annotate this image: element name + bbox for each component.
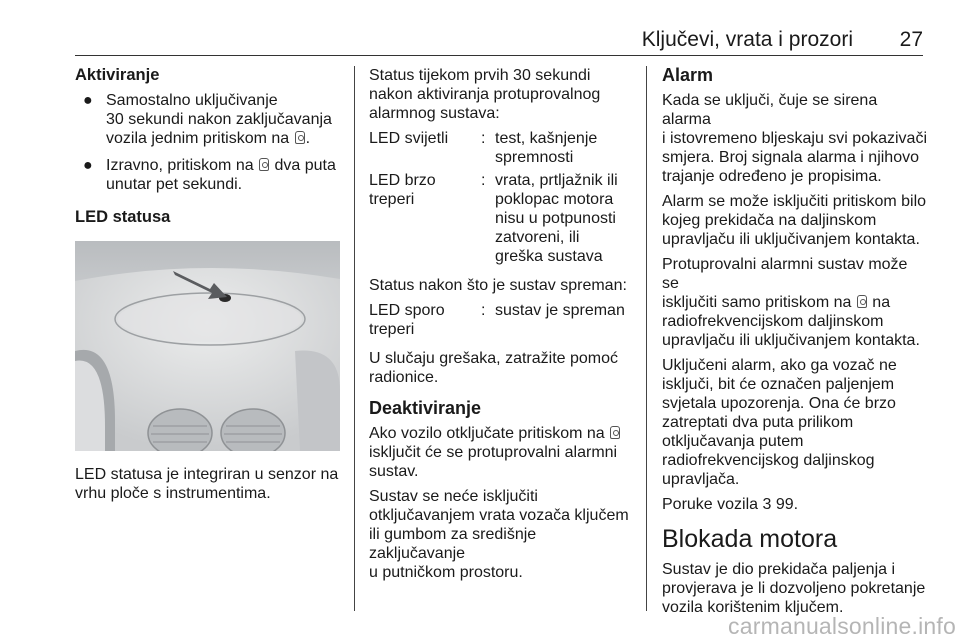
column-2 [369,66,631,588]
term-line: LED brzo [369,172,436,189]
watermark: carmanualsonline.info [728,613,956,639]
term-line: treperi [369,321,415,338]
lock-key-icon [295,131,305,144]
desc-line: vrata, prtljažnik ili [495,172,618,189]
faults-note: U slučaju grešaka, zatražite pomoć radionice. [369,350,618,386]
alarm-paragraph-2 [662,192,927,249]
page-header [75,28,923,54]
desc-line: greška sustava [495,248,603,265]
definition-term [369,129,481,167]
definition-separator: : [481,172,486,189]
definition-term [369,301,481,339]
desc-line: sustav je spreman [495,302,625,319]
definition-separator: : [481,130,486,147]
alarm-p4-line: Uključeni alarm, ako ga vozač ne [662,357,897,374]
not-deactivated-text: Sustav se neće isključiti otključavanjem vrata vozača ključem ili gumbom za središnje zaključavanje u putničkom prostoru. [369,488,629,581]
alarm-p4-line: radiofrekvencijskog daljinskog [662,452,875,469]
chapter-title: Ključevi, vrata i prozori [641,28,853,51]
list-item: ● Samostalno uključivanje 30 sekundi nakon zaključavanja vozila jednim pritiskom na . [83,92,332,147]
status-definitions [369,129,631,266]
immob-line: vozila korištenim ključem. [662,599,844,616]
desc-line: zatvoreni, ili [495,229,580,246]
definition-row [369,129,631,167]
alarm-p1-line: i istovremeno bljeskaju svi pokazivači [662,130,927,147]
immob-line: Sustav je dio prekidača paljenja i [662,561,896,578]
bullet-dot: ● [83,157,93,174]
unlock-key-icon [857,295,867,308]
status-intro: Status tijekom prvih 30 sekundi nakon aktiviranja protuprovalnog alarmnog sustava: [369,67,601,122]
term-line: LED sporo [369,302,445,319]
alarm-p1-line: smjera. Broj signala alarma i njihovo [662,149,919,166]
alarm-p1-line: trajanje određeno je propisima. [662,168,882,185]
term-line: LED svijetli [369,130,449,147]
alarm-p3-line: upravljaču ili uključivanjem kontakta. [662,332,920,349]
status-ready-label: Status nakon što je sustav spreman: [369,277,627,294]
alarm-p2-line: kojeg prekidača na daljinskom [662,212,877,229]
desc-line: test, kašnjenje [495,130,598,147]
alarm-p4-line: svjetala upozorenja. Ona će brzo [662,395,896,412]
ready-definitions [369,301,631,339]
heading-activation: Aktiviranje [75,66,160,84]
definition-term [369,171,481,266]
led-caption: LED statusa je integriran u senzor na vrhu ploče s instrumentima. [75,466,339,502]
definition-description [495,301,631,339]
column-1 [75,66,340,509]
alarm-paragraph-4 [662,356,927,489]
bullet-dot: ● [83,92,93,109]
alarm-p4-line: zatreptati dva puta prilikom [662,414,854,431]
page-reference-link[interactable]: 3 99. [762,496,799,513]
desc-line: poklopac motora [495,191,614,208]
deactivation-text: Ako vozilo otključate pritiskom na isključit će se protuprovalni alarmni sustav. [369,424,631,481]
vehicle-messages-ref: Poruke vozila 3 99. [662,496,799,513]
alarm-paragraph-1 [662,91,927,186]
list-item: ● Izravno, pritiskom na dva puta unutar pet sekundi. [83,157,336,193]
definition-description [495,129,631,167]
heading-immobiliser: Blokada motora [662,525,838,553]
header-rule [75,55,923,56]
column-divider-1 [354,66,355,611]
page-number: 27 [899,28,923,51]
alarm-p3-line: radiofrekvencijskom daljinskom [662,313,884,330]
lock-key-icon [259,158,269,171]
desc-line: spremnosti [495,149,574,166]
definition-row [369,171,631,266]
alarm-p1-line: Kada se uključi, čuje se sirena alarma [662,92,878,128]
alarm-p4-line: upravljača. [662,471,740,488]
term-line: treperi [369,191,415,208]
desc-line: nisu u potpunosti [495,210,616,227]
column-3 [662,66,927,623]
definition-row [369,301,631,339]
immob-line: provjerava je li dozvoljeno pokretanje [662,580,926,597]
heading-led-status: LED statusa [75,208,171,226]
heading-deactivation: Deaktiviranje [369,398,482,418]
alarm-p2-line: upravljaču ili uključivanjem kontakta. [662,231,920,248]
alarm-p2-line: Alarm se može isključiti pritiskom bilo [662,193,927,210]
definition-description [495,171,631,266]
heading-alarm: Alarm [662,65,714,85]
column-divider-2 [646,66,647,611]
alarm-p4-line: otključavanja putem [662,433,804,450]
alarm-p4-line: isključi, bit će označen paljenjem [662,376,895,393]
definition-separator: : [481,302,486,319]
immobiliser-text [662,560,927,617]
unlock-key-icon [610,426,620,439]
dashboard-led-illustration [75,241,340,451]
alarm-paragraph-3: Protuprovalni alarmni sustav može se isključiti samo pritiskom na na radiofrekvencijskom daljinskom upravljaču ili uključivanjem kontakta. [662,255,927,350]
